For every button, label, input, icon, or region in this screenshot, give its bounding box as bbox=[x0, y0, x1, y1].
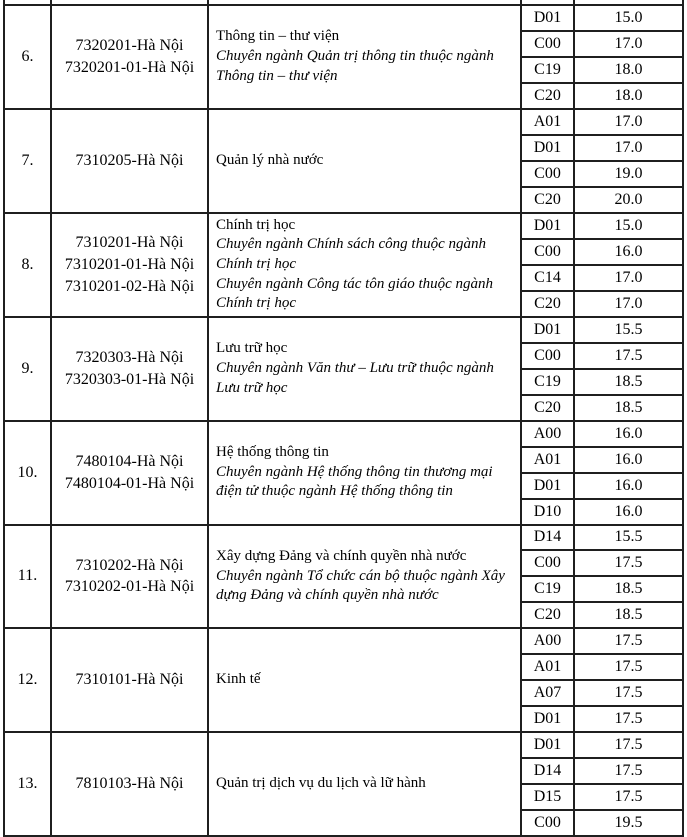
admissions-score-table bbox=[3, 0, 684, 837]
score-row bbox=[522, 601, 682, 627]
benchmark-score: 17.5 bbox=[614, 632, 643, 650]
exam-combination-code: C00 bbox=[522, 240, 575, 264]
score-block bbox=[522, 110, 682, 212]
score-row bbox=[522, 422, 682, 446]
benchmark-score: 16.0 bbox=[614, 450, 643, 468]
program-specialization: Chuyên ngành Quản trị thông tin thuộc ngành Thông tin – thư viện bbox=[216, 48, 494, 84]
benchmark-score: 16.0 bbox=[614, 424, 643, 442]
table-row bbox=[5, 108, 682, 212]
program-name-cell bbox=[209, 214, 522, 316]
program-specialization: Chuyên ngành Công tác tôn giáo thuộc ngành Chính trị học bbox=[216, 275, 494, 312]
program-code: 7320201-01-Hà Nội bbox=[64, 58, 195, 76]
score-row bbox=[522, 290, 682, 316]
program-code: 7310202-01-Hà Nội bbox=[64, 578, 195, 596]
exam-combination-code: C20 bbox=[522, 84, 575, 108]
exam-combination-code: A07 bbox=[522, 681, 575, 705]
table-row bbox=[5, 627, 682, 731]
table-row bbox=[5, 4, 682, 108]
program-title: Lưu trữ học bbox=[216, 340, 288, 357]
program-name-cell bbox=[209, 6, 522, 108]
exam-combination-code: C20 bbox=[522, 292, 575, 316]
benchmark-score: 15.0 bbox=[614, 216, 643, 234]
exam-combination-code: C00 bbox=[522, 162, 575, 186]
benchmark-score: 18.0 bbox=[614, 60, 643, 78]
benchmark-score: 17.5 bbox=[614, 658, 643, 676]
score-block bbox=[522, 318, 682, 420]
program-codes-cell bbox=[52, 318, 209, 420]
program-codes-cell bbox=[52, 6, 209, 108]
program-code: 7320303-Hà Nội bbox=[75, 349, 184, 367]
program-code: 7810103-Hà Nội bbox=[75, 775, 184, 793]
exam-combination-code: A01 bbox=[522, 655, 575, 679]
exam-combination-code: C00 bbox=[522, 551, 575, 575]
table-row bbox=[5, 316, 682, 420]
table-row bbox=[5, 731, 682, 835]
program-code: 7310201-Hà Nội bbox=[75, 234, 184, 252]
score-row bbox=[522, 342, 682, 368]
exam-combination-code: D01 bbox=[522, 474, 575, 498]
score-row bbox=[522, 705, 682, 731]
exam-combination-code: D01 bbox=[522, 733, 575, 757]
table-row bbox=[5, 212, 682, 316]
program-name-cell bbox=[209, 318, 522, 420]
exam-combination-code: D14 bbox=[522, 526, 575, 550]
benchmark-score: 17.5 bbox=[614, 762, 643, 780]
exam-combination-code: C19 bbox=[522, 577, 575, 601]
score-row bbox=[522, 679, 682, 705]
score-row bbox=[522, 446, 682, 472]
row-number: 10. bbox=[5, 422, 52, 524]
exam-combination-code: D01 bbox=[522, 214, 575, 238]
exam-combination-code: A01 bbox=[522, 110, 575, 134]
exam-combination-code: D01 bbox=[522, 6, 575, 30]
score-row bbox=[522, 6, 682, 30]
exam-combination-code: A00 bbox=[522, 629, 575, 653]
score-row bbox=[522, 653, 682, 679]
row-number: 6. bbox=[5, 6, 52, 108]
score-row bbox=[522, 160, 682, 186]
program-name-cell bbox=[209, 110, 522, 212]
row-number: 7. bbox=[5, 110, 52, 212]
program-specialization: Chuyên ngành Văn thư – Lưu trữ thuộc ngành Lưu trữ học bbox=[216, 359, 494, 396]
score-row bbox=[522, 368, 682, 394]
benchmark-score: 17.0 bbox=[614, 268, 643, 286]
program-codes-cell bbox=[52, 110, 209, 212]
score-row bbox=[522, 472, 682, 498]
benchmark-score: 18.5 bbox=[614, 606, 643, 624]
program-title: Kinh tế bbox=[216, 671, 261, 688]
score-block bbox=[522, 733, 682, 835]
score-row bbox=[522, 783, 682, 809]
score-row bbox=[522, 238, 682, 264]
exam-combination-code: C19 bbox=[522, 370, 575, 394]
benchmark-score: 15.5 bbox=[614, 528, 643, 546]
program-title: Quản trị dịch vụ du lịch và lữ hành bbox=[216, 775, 426, 792]
benchmark-score: 18.5 bbox=[614, 372, 643, 390]
program-title: Quản lý nhà nước bbox=[216, 151, 324, 168]
score-row bbox=[522, 82, 682, 108]
exam-combination-code: D01 bbox=[522, 136, 575, 160]
exam-combination-code: D10 bbox=[522, 500, 575, 524]
benchmark-score: 18.5 bbox=[614, 398, 643, 416]
benchmark-score: 17.0 bbox=[614, 294, 643, 312]
table-row bbox=[5, 524, 682, 628]
benchmark-score: 17.5 bbox=[614, 736, 643, 754]
row-number: 8. bbox=[5, 214, 52, 316]
program-specialization: Chuyên ngành Tổ chức cán bộ thuộc ngành Xây dựng Đảng và chính quyền nhà nước bbox=[216, 567, 505, 604]
score-block bbox=[522, 526, 682, 628]
exam-combination-code: C00 bbox=[522, 32, 575, 56]
exam-combination-code: A01 bbox=[522, 448, 575, 472]
benchmark-score: 15.0 bbox=[614, 8, 643, 26]
benchmark-score: 17.5 bbox=[614, 554, 643, 572]
benchmark-score: 16.0 bbox=[614, 476, 643, 494]
score-row bbox=[522, 264, 682, 290]
row-number: 12. bbox=[5, 629, 52, 731]
program-codes-cell bbox=[52, 526, 209, 628]
program-name-cell bbox=[209, 629, 522, 731]
row-number: 13. bbox=[5, 733, 52, 835]
exam-combination-code: C00 bbox=[522, 344, 575, 368]
program-specialization: Chuyên ngành Hệ thống thông tin thương mại điện tử thuộc ngành Hệ thống thông tin bbox=[216, 463, 493, 500]
program-title: Chính trị học bbox=[216, 216, 296, 233]
program-title: Thông tin – thư viện bbox=[216, 28, 340, 45]
score-block bbox=[522, 6, 682, 108]
score-row bbox=[522, 575, 682, 601]
exam-combination-code: A00 bbox=[522, 422, 575, 446]
benchmark-score: 17.0 bbox=[614, 34, 643, 52]
program-name-cell bbox=[209, 422, 522, 524]
exam-combination-code: D01 bbox=[522, 318, 575, 342]
program-code: 7480104-Hà Nội bbox=[75, 453, 184, 470]
score-row bbox=[522, 733, 682, 757]
benchmark-score: 16.0 bbox=[614, 242, 643, 260]
benchmark-score: 15.5 bbox=[614, 320, 643, 338]
benchmark-score: 19.5 bbox=[614, 814, 643, 831]
program-specialization: Chuyên ngành Chính sách công thuộc ngành Chính trị học bbox=[216, 236, 486, 272]
exam-combination-code: C20 bbox=[522, 603, 575, 627]
program-code: 7310201-01-Hà Nội bbox=[64, 255, 195, 273]
score-row bbox=[522, 809, 682, 835]
benchmark-score: 17.5 bbox=[614, 788, 643, 806]
program-code: 7310202-Hà Nội bbox=[75, 556, 184, 574]
score-row bbox=[522, 498, 682, 524]
benchmark-score: 17.5 bbox=[614, 684, 643, 702]
score-block bbox=[522, 629, 682, 731]
exam-combination-code: C14 bbox=[522, 266, 575, 290]
table-row bbox=[5, 420, 682, 524]
score-row bbox=[522, 56, 682, 82]
score-row bbox=[522, 549, 682, 575]
benchmark-score: 17.0 bbox=[614, 138, 643, 156]
score-row bbox=[522, 110, 682, 134]
program-codes-cell bbox=[52, 629, 209, 731]
score-row bbox=[522, 526, 682, 550]
program-name-cell bbox=[209, 733, 522, 835]
program-codes-cell bbox=[52, 733, 209, 835]
program-code: 7320201-Hà Nội bbox=[75, 37, 184, 55]
score-row bbox=[522, 629, 682, 653]
exam-combination-code: D14 bbox=[522, 759, 575, 783]
program-code: 7480104-01-Hà Nội bbox=[64, 474, 195, 492]
row-number: 9. bbox=[5, 318, 52, 420]
program-title: Hệ thống thông tin bbox=[216, 444, 329, 461]
exam-combination-code: C20 bbox=[522, 188, 575, 212]
benchmark-score: 18.5 bbox=[614, 580, 643, 598]
benchmark-score: 18.0 bbox=[614, 86, 643, 104]
program-code: 7320303-01-Hà Nội bbox=[64, 370, 195, 388]
benchmark-score: 17.5 bbox=[614, 710, 643, 728]
exam-combination-code: C19 bbox=[522, 58, 575, 82]
score-row bbox=[522, 30, 682, 56]
score-row bbox=[522, 134, 682, 160]
benchmark-score: 20.0 bbox=[614, 190, 643, 208]
score-block bbox=[522, 422, 682, 524]
program-code: 7310201-02-Hà Nội bbox=[64, 277, 195, 295]
exam-combination-code: D15 bbox=[522, 785, 575, 809]
benchmark-score: 17.0 bbox=[614, 112, 643, 130]
score-row bbox=[522, 214, 682, 238]
row-number: 11. bbox=[5, 526, 52, 628]
program-codes-cell bbox=[52, 422, 209, 524]
score-block bbox=[522, 214, 682, 316]
program-title: Xây dựng Đảng và chính quyền nhà nước bbox=[216, 547, 467, 564]
exam-combination-code: C20 bbox=[522, 396, 575, 420]
score-row bbox=[522, 318, 682, 342]
benchmark-score: 19.0 bbox=[614, 164, 643, 182]
score-row bbox=[522, 757, 682, 783]
program-codes-cell bbox=[52, 214, 209, 316]
program-code: 7310101-Hà Nội bbox=[75, 671, 184, 689]
program-name-cell bbox=[209, 526, 522, 628]
program-code: 7310205-Hà Nội bbox=[75, 151, 184, 169]
exam-combination-code: C00 bbox=[522, 811, 575, 835]
exam-combination-code: D01 bbox=[522, 707, 575, 731]
score-row bbox=[522, 186, 682, 212]
benchmark-score: 17.5 bbox=[614, 346, 643, 364]
score-row bbox=[522, 394, 682, 420]
benchmark-score: 16.0 bbox=[614, 502, 643, 520]
